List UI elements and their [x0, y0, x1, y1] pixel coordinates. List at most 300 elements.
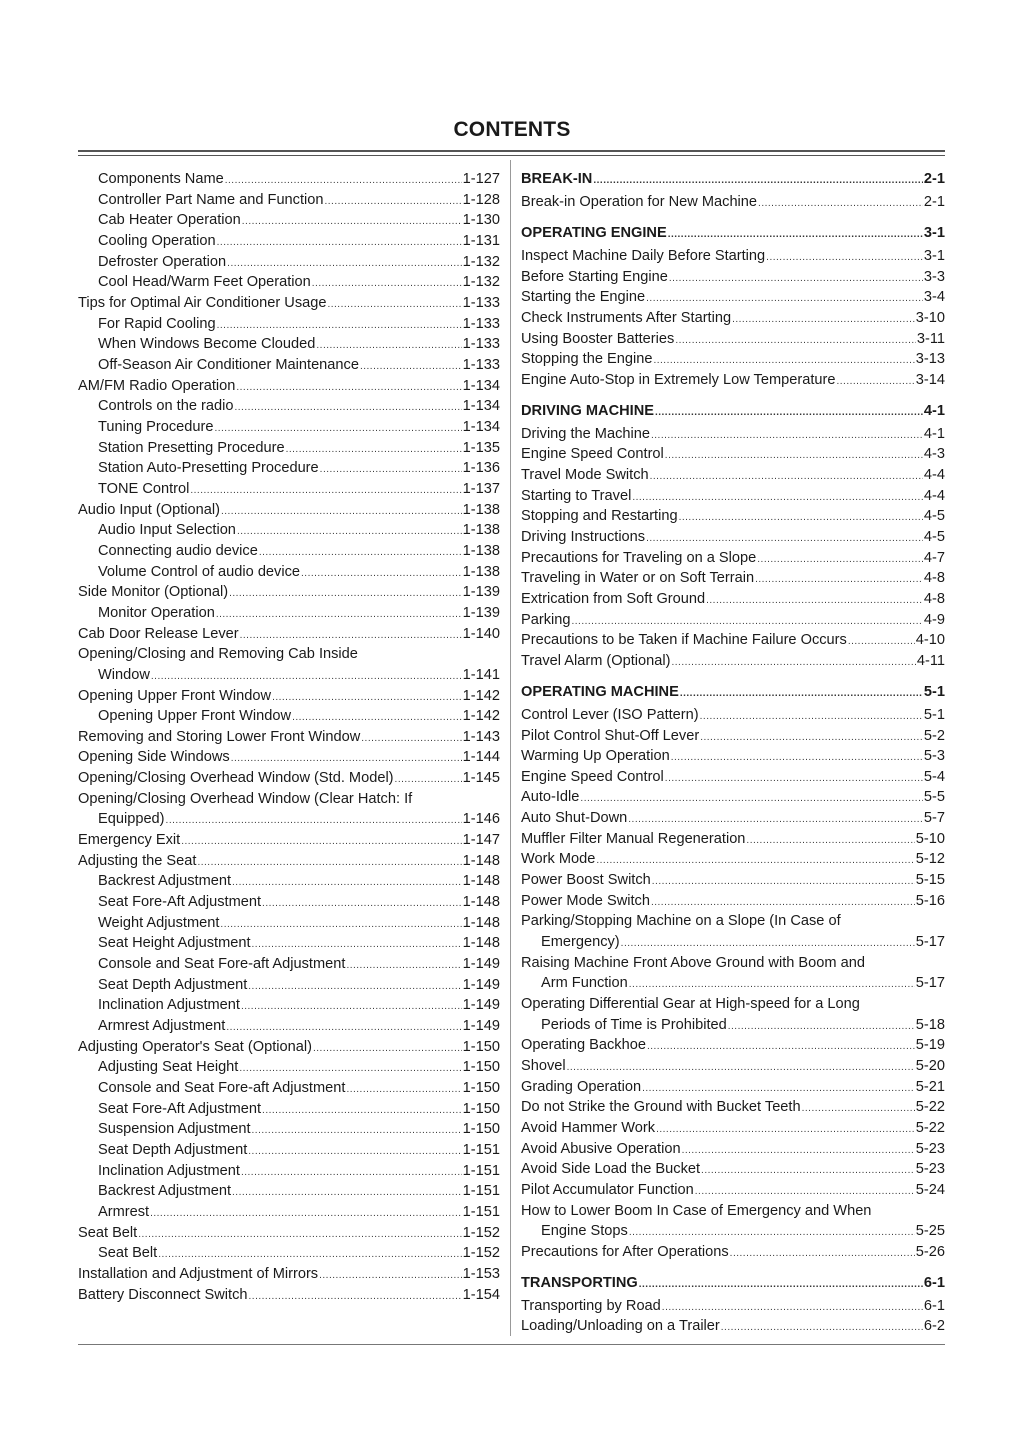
dot-leader: [221, 502, 462, 523]
dot-leader: [395, 770, 462, 791]
toc-entry[interactable]: [521, 308, 945, 329]
dot-leader: [639, 1275, 923, 1296]
dot-leader: [166, 811, 462, 832]
toc-entry-title: Avoid Abusive Operation: [521, 1140, 681, 1157]
dot-leader: [248, 977, 461, 998]
toc-entry[interactable]: [521, 548, 945, 569]
toc-page-number: 4-5: [923, 508, 945, 525]
toc-page-number: 1-147: [462, 832, 500, 849]
toc-entry[interactable]: [521, 787, 945, 808]
toc-entry-title: Engine Speed Control: [521, 768, 664, 785]
dot-leader: [672, 653, 916, 674]
toc-entry-title: Stopping the Engine: [521, 351, 653, 368]
toc-entry[interactable]: [78, 190, 500, 211]
toc-entry-title: Seat Belt: [98, 1245, 158, 1262]
toc-entry[interactable]: [521, 1118, 945, 1139]
toc-entry-title: Starting to Travel: [521, 487, 632, 504]
toc-entry-title: Using Booster Batteries: [521, 330, 675, 347]
toc-entry[interactable]: [521, 1015, 945, 1036]
toc-page-number: 1-132: [462, 274, 500, 291]
toc-entry-title: Parking/Stopping Machine on a Slope (In Case of: [521, 913, 841, 930]
toc-page-number: 1-139: [462, 584, 500, 601]
toc-entry-title: For Rapid Cooling: [98, 315, 216, 332]
toc-entry[interactable]: [78, 1161, 500, 1182]
toc-page-number: 1-144: [462, 749, 500, 766]
toc-entry[interactable]: [78, 913, 500, 934]
toc-page-number: 3-4: [923, 289, 945, 306]
toc-entry-title: Travel Alarm (Optional): [521, 653, 671, 670]
toc-entry[interactable]: [78, 169, 500, 190]
toc-page-number: 5-18: [915, 1016, 945, 1033]
dot-leader: [730, 1244, 915, 1265]
dot-leader: [361, 729, 461, 750]
toc-entry[interactable]: [521, 527, 945, 548]
toc-entry[interactable]: [78, 210, 500, 231]
toc-page-number: 4-3: [923, 446, 945, 463]
toc-entry-title: Engine Speed Control: [521, 446, 664, 463]
toc-section-heading[interactable]: [521, 682, 945, 703]
dot-leader: [346, 1080, 461, 1101]
toc-page-number: 5-7: [923, 810, 945, 827]
toc-page-number: 1-137: [462, 480, 500, 497]
toc-entry-title: Tips for Optimal Air Conditioner Usage: [78, 294, 327, 311]
toc-entry[interactable]: [78, 1264, 500, 1285]
toc-entry-title: Transporting by Road: [521, 1297, 661, 1314]
toc-entry-title: Driving Instructions: [521, 529, 646, 546]
toc-entry[interactable]: [78, 1099, 500, 1120]
toc-entry-title: Engine Auto-Stop in Extremely Low Temperature: [521, 371, 836, 388]
toc-entry[interactable]: [78, 1243, 500, 1264]
toc-page-number: 5-22: [915, 1099, 945, 1116]
dot-leader: [227, 254, 462, 275]
dot-leader: [656, 1120, 915, 1141]
toc-page-number: 1-135: [462, 439, 500, 456]
toc-entry[interactable]: [78, 458, 500, 479]
toc-entry[interactable]: [78, 727, 500, 748]
toc-entry[interactable]: [78, 933, 500, 954]
dot-leader: [653, 351, 914, 372]
dot-leader: [197, 853, 461, 874]
toc-entry[interactable]: [78, 954, 500, 975]
dot-leader: [241, 997, 462, 1018]
toc-page-number: 1-150: [462, 1121, 500, 1138]
toc-entry[interactable]: [78, 686, 500, 707]
toc-entry-title: Installation and Adjustment of Mirrors: [78, 1265, 319, 1282]
toc-page-number: 1-127: [462, 171, 500, 187]
toc-page-number: 1-152: [462, 1245, 500, 1262]
toc-entry-title: Volume Control of audio device: [98, 563, 301, 580]
dot-leader: [665, 769, 923, 790]
dot-leader: [272, 688, 462, 709]
toc-entry[interactable]: [78, 231, 500, 252]
toc-page-number: 4-11: [916, 653, 945, 670]
toc-page-number: 1-154: [462, 1286, 500, 1303]
toc-entry[interactable]: [521, 932, 945, 953]
toc-entry[interactable]: [78, 293, 500, 314]
toc-entry[interactable]: [521, 370, 945, 391]
toc-page-number: 5-25: [915, 1223, 945, 1240]
dot-leader: [181, 832, 461, 853]
toc-page-number: 1-132: [462, 253, 500, 270]
toc-entry[interactable]: [521, 1221, 945, 1242]
toc-page-number: 5-17: [915, 934, 945, 951]
toc-page-number: 1-142: [462, 687, 500, 704]
toc-entry[interactable]: [521, 589, 945, 610]
toc-page-number: 3-10: [915, 309, 945, 326]
dot-leader: [217, 316, 462, 337]
toc-entry[interactable]: [521, 486, 945, 507]
toc-entry[interactable]: [78, 1140, 500, 1161]
toc-entry[interactable]: [521, 349, 945, 370]
toc-page-number: 3-14: [915, 371, 945, 388]
toc-entry[interactable]: [521, 1056, 945, 1077]
dot-leader: [655, 403, 923, 424]
dot-leader: [240, 626, 462, 647]
toc-entry-title: Seat Belt: [78, 1224, 138, 1241]
toc-page-number: 3-13: [915, 351, 945, 368]
toc-entry-title: Precautions to be Taken if Machine Failure Occurs: [521, 632, 847, 649]
toc-page-number: 1-148: [462, 935, 500, 952]
header-rule: [78, 150, 945, 152]
toc-page-number: 1-148: [462, 852, 500, 869]
toc-entry[interactable]: [78, 871, 500, 892]
toc-entry[interactable]: [78, 376, 500, 397]
toc-entry[interactable]: [78, 768, 500, 789]
toc-entry-title: Power Mode Switch: [521, 892, 650, 909]
toc-entry-title: Station Auto-Presetting Procedure: [98, 460, 319, 477]
toc-entry[interactable]: [78, 665, 500, 686]
toc-entry-title: Precautions for Traveling on a Slope: [521, 549, 757, 566]
toc-entry-title: DRIVING MACHINE: [521, 402, 654, 419]
toc-page-number: 4-5: [923, 529, 945, 546]
dot-leader: [675, 331, 916, 352]
toc-entry[interactable]: [521, 726, 945, 747]
dot-leader: [665, 446, 923, 467]
toc-entry[interactable]: [78, 624, 500, 645]
toc-entry[interactable]: [78, 1223, 500, 1244]
toc-entry-title: Console and Seat Fore-aft Adjustment: [98, 956, 346, 973]
toc-entry[interactable]: [521, 424, 945, 445]
toc-entry[interactable]: [78, 789, 500, 810]
toc-entry[interactable]: [78, 1078, 500, 1099]
toc-page-number: 2-1: [923, 171, 945, 187]
toc-page-number: 5-21: [915, 1078, 945, 1095]
toc-page-number: 3-3: [923, 268, 945, 285]
toc-section-heading[interactable]: [521, 169, 945, 190]
toc-page-number: 5-4: [923, 768, 945, 785]
toc-page-number: 6-1: [923, 1297, 945, 1314]
toc-page-number: 1-134: [462, 377, 500, 394]
toc-page-number: 1-145: [462, 770, 500, 787]
toc-section-heading[interactable]: [521, 1273, 945, 1294]
toc-entry-title: Emergency Exit: [78, 832, 181, 849]
toc-entry[interactable]: [521, 1097, 945, 1118]
toc-entry[interactable]: [78, 272, 500, 293]
toc-page-number: 1-140: [462, 625, 500, 642]
toc-entry[interactable]: [78, 1181, 500, 1202]
toc-entry-title: Console and Seat Fore-aft Adjustment: [98, 1080, 346, 1097]
dot-leader: [651, 893, 915, 914]
toc-page-number: 4-4: [923, 467, 945, 484]
dot-leader: [651, 426, 923, 447]
toc-entry-title: Weight Adjustment: [98, 914, 220, 931]
toc-entry-title: Loading/Unloading on a Trailer: [521, 1318, 720, 1335]
dot-leader: [241, 1163, 462, 1184]
toc-entry[interactable]: [78, 603, 500, 624]
toc-page-number: 1-131: [462, 232, 500, 249]
dot-leader: [232, 873, 462, 894]
toc-entry-title: Muffler Filter Manual Regeneration: [521, 830, 746, 847]
page-title: CONTENTS: [453, 118, 571, 141]
toc-entry-title: Periods of Time is Prohibited: [541, 1016, 727, 1033]
toc-entry-title: Armrest Adjustment: [98, 1018, 226, 1035]
toc-entry-title: Equipped): [98, 811, 165, 828]
toc-entry[interactable]: [521, 1139, 945, 1160]
toc-page-number: 4-7: [923, 549, 945, 566]
toc-entry[interactable]: [521, 1201, 945, 1222]
toc-entry[interactable]: [521, 651, 945, 672]
toc-page-number: 1-138: [462, 563, 500, 580]
toc-entry[interactable]: [521, 444, 945, 465]
toc-entry[interactable]: [521, 1242, 945, 1263]
toc-entry-title: Cool Head/Warm Feet Operation: [98, 274, 311, 291]
toc-entry[interactable]: [78, 975, 500, 996]
dot-leader: [628, 810, 923, 831]
toc-entry[interactable]: [521, 849, 945, 870]
toc-entry[interactable]: [521, 1077, 945, 1098]
toc-entry-title: Controls on the radio: [98, 398, 234, 415]
toc-entry[interactable]: [78, 314, 500, 335]
toc-entry-title: Parking: [521, 611, 571, 628]
dot-leader: [327, 295, 461, 316]
dot-leader: [301, 564, 462, 585]
dot-leader: [646, 529, 923, 550]
toc-page-number: 1-150: [462, 1080, 500, 1097]
toc-entry[interactable]: [521, 1180, 945, 1201]
toc-section-heading[interactable]: [521, 401, 945, 422]
dot-leader: [646, 289, 923, 310]
toc-entry[interactable]: [78, 1057, 500, 1078]
toc-entry-title: Emergency): [541, 934, 620, 951]
toc-entry-title: Starting the Engine: [521, 289, 646, 306]
toc-entry[interactable]: [521, 465, 945, 486]
toc-entry[interactable]: [521, 746, 945, 767]
toc-page-number: 1-149: [462, 976, 500, 993]
toc-entry-title: Shovel: [521, 1058, 566, 1075]
toc-entry[interactable]: [521, 953, 945, 974]
dot-leader: [632, 488, 923, 509]
toc-page-number: 5-1: [923, 683, 945, 700]
toc-entry[interactable]: [78, 1016, 500, 1037]
toc-entry[interactable]: [78, 747, 500, 768]
toc-entry[interactable]: [521, 973, 945, 994]
toc-entry[interactable]: [521, 911, 945, 932]
toc-page-number: 1-134: [462, 418, 500, 435]
toc-entry[interactable]: [78, 355, 500, 376]
toc-entry-title: Seat Height Adjustment: [98, 935, 251, 952]
toc-entry-title: Avoid Side Load the Bucket: [521, 1161, 701, 1178]
dot-leader: [138, 1225, 461, 1246]
toc-page-number: 1-148: [462, 894, 500, 911]
toc-entry-title: How to Lower Boom In Case of Emergency and When: [521, 1202, 872, 1219]
toc-page-number: 5-23: [915, 1161, 945, 1178]
toc-entry[interactable]: [521, 1159, 945, 1180]
toc-entry-title: Driving the Machine: [521, 425, 650, 442]
toc-section-heading[interactable]: [521, 223, 945, 244]
toc-entry-title: Off-Season Air Conditioner Maintenance: [98, 356, 359, 373]
dot-leader: [217, 233, 462, 254]
toc-entry[interactable]: [78, 1119, 500, 1140]
toc-entry[interactable]: [78, 1037, 500, 1058]
toc-entry[interactable]: [521, 506, 945, 527]
toc-entry-title: OPERATING MACHINE: [521, 683, 679, 700]
toc-page-number: 1-148: [462, 873, 500, 890]
toc-entry[interactable]: [78, 706, 500, 727]
toc-entry[interactable]: [78, 417, 500, 438]
dot-leader: [668, 225, 923, 246]
toc-entry-title: Warming Up Operation: [521, 748, 670, 765]
toc-page-number: 1-146: [462, 811, 500, 828]
toc-page-number: 5-26: [915, 1244, 945, 1260]
toc-entry[interactable]: [521, 767, 945, 788]
toc-page-number: 1-151: [462, 1204, 500, 1220]
dot-leader: [758, 194, 923, 215]
dot-leader: [346, 956, 461, 977]
toc-entry[interactable]: [78, 995, 500, 1016]
toc-entry-title: Cab Door Release Lever: [78, 625, 239, 642]
dot-leader: [262, 894, 462, 915]
toc-entry[interactable]: [521, 267, 945, 288]
dot-leader: [721, 1318, 923, 1339]
toc-page-number: 1-149: [462, 1018, 500, 1035]
dot-leader: [231, 749, 462, 770]
toc-entry[interactable]: [78, 1202, 500, 1223]
dot-leader: [360, 357, 462, 378]
toc-page-number: 5-19: [915, 1037, 945, 1054]
toc-entry[interactable]: [521, 705, 945, 726]
dot-leader: [286, 440, 462, 461]
toc-entry-title: TONE Control: [98, 480, 190, 497]
toc-entry[interactable]: [78, 851, 500, 872]
toc-entry[interactable]: [78, 396, 500, 417]
toc-entry-title: Opening/Closing Overhead Window (Std. Model): [78, 770, 394, 787]
toc-entry-title: Before Starting Engine: [521, 268, 668, 285]
toc-page-number: 5-1: [923, 706, 945, 723]
toc-page-number: 1-133: [462, 356, 500, 373]
toc-entry[interactable]: [78, 334, 500, 355]
toc-page-number: 1-151: [462, 1183, 500, 1200]
toc-entry[interactable]: [78, 892, 500, 913]
toc-entry-title: Auto Shut-Down: [521, 810, 628, 827]
toc-entry[interactable]: [78, 830, 500, 851]
toc-entry-title: Station Presetting Procedure: [98, 439, 285, 456]
toc-entry-title: Opening Upper Front Window: [78, 687, 272, 704]
toc-page-number: 1-150: [462, 1038, 500, 1055]
toc-entry[interactable]: [78, 252, 500, 273]
toc-entry-title: Avoid Hammer Work: [521, 1120, 656, 1137]
toc-page-number: 3-1: [923, 224, 945, 241]
toc-entry[interactable]: [521, 1296, 945, 1317]
toc-entry[interactable]: [521, 829, 945, 850]
toc-entry[interactable]: [78, 582, 500, 603]
footer-rule: [78, 1344, 945, 1345]
dot-leader: [596, 851, 914, 872]
toc-entry[interactable]: [78, 809, 500, 830]
dot-leader: [158, 1245, 461, 1266]
toc-entry[interactable]: [521, 808, 945, 829]
toc-page-number: 5-10: [915, 830, 945, 847]
toc-entry[interactable]: [78, 438, 500, 459]
toc-entry-title: Check Instruments After Starting: [521, 309, 732, 326]
dot-leader: [567, 1058, 915, 1079]
toc-entry-title: Audio Input Selection: [98, 522, 236, 539]
dot-leader: [652, 872, 915, 893]
dot-leader: [316, 336, 461, 357]
dot-leader: [216, 605, 462, 626]
toc-entry[interactable]: [78, 562, 500, 583]
dot-leader: [229, 584, 462, 605]
toc-page-number: 6-1: [923, 1274, 945, 1291]
toc-entry[interactable]: [521, 1035, 945, 1056]
dot-leader: [242, 212, 462, 233]
toc-entry[interactable]: [521, 610, 945, 631]
toc-page-number: 1-143: [462, 728, 500, 745]
toc-entry-title: Travel Mode Switch: [521, 467, 649, 484]
toc-entry[interactable]: [78, 479, 500, 500]
toc-page-number: 1-151: [462, 1162, 500, 1179]
toc-entry-title: Backrest Adjustment: [98, 873, 232, 890]
toc-entry-title: Inclination Adjustment: [98, 1162, 240, 1179]
dot-leader: [621, 934, 915, 955]
dot-leader: [292, 708, 462, 729]
toc-page-number: 4-9: [923, 611, 945, 628]
toc-entry-title: Control Lever (ISO Pattern): [521, 706, 699, 723]
toc-page-number: 5-22: [915, 1120, 945, 1137]
toc-entry[interactable]: [78, 520, 500, 541]
toc-entry-title: AM/FM Radio Operation: [78, 377, 236, 394]
toc-entry-title: Removing and Storing Lower Front Window: [78, 728, 361, 745]
toc-entry[interactable]: [521, 568, 945, 589]
toc-entry[interactable]: [78, 644, 500, 665]
toc-entry[interactable]: [521, 870, 945, 891]
toc-entry[interactable]: [521, 192, 945, 213]
toc-entry[interactable]: [521, 329, 945, 350]
toc-entry[interactable]: [521, 246, 945, 267]
dot-leader: [248, 1142, 461, 1163]
toc-entry[interactable]: [521, 891, 945, 912]
toc-entry-title: Inclination Adjustment: [98, 997, 240, 1014]
dot-leader: [325, 192, 462, 213]
toc-entry-title: TRANSPORTING: [521, 1274, 638, 1291]
toc-page-number: 5-2: [923, 727, 945, 744]
toc-entry-title: Battery Disconnect Switch: [78, 1286, 248, 1303]
toc-entry-title: Defroster Operation: [98, 253, 227, 270]
toc-entry[interactable]: [78, 500, 500, 521]
toc-entry[interactable]: [78, 1285, 500, 1306]
toc-entry[interactable]: [521, 287, 945, 308]
toc-entry-title: Monitor Operation: [98, 604, 215, 621]
dot-leader: [190, 481, 461, 502]
dot-leader: [214, 419, 461, 440]
toc-entry-title: Window: [98, 666, 150, 683]
toc-entry[interactable]: [521, 994, 945, 1015]
toc-entry[interactable]: [521, 630, 945, 651]
toc-entry-title: Opening Upper Front Window: [98, 708, 292, 725]
dot-leader: [593, 171, 923, 192]
toc-entry[interactable]: [78, 541, 500, 562]
dot-leader: [252, 1121, 462, 1142]
toc-entry[interactable]: [521, 1316, 945, 1337]
